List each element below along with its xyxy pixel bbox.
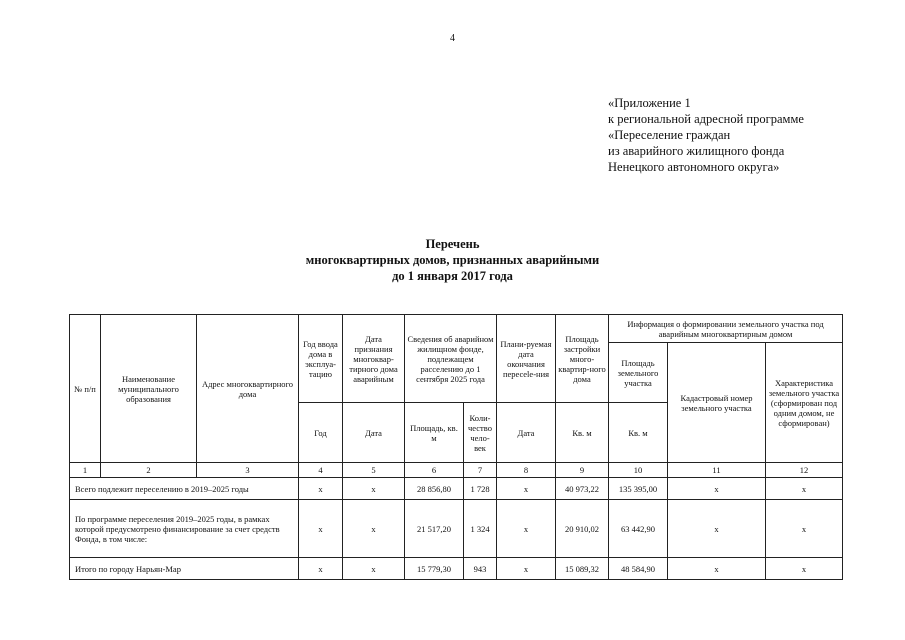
cell-area: 15 779,30 (405, 558, 464, 580)
column-number: 6 (405, 463, 464, 478)
unit-land-area: Кв. м (609, 403, 668, 463)
unit-planned-date: Дата (497, 403, 556, 463)
header-land-characteristic: Характеристика земельного участка (сформирован под одним домом, не сформирован) (766, 343, 843, 463)
unit-date: Дата (343, 403, 405, 463)
housing-table (69, 314, 843, 580)
cell-year: х (299, 558, 343, 580)
header-year-commission: Год ввода дома в эксплуа-тацию (299, 315, 343, 403)
title-line: Перечень (425, 237, 480, 251)
appendix-block (608, 95, 804, 175)
header-date-emergency: Дата признания многоквар-тирного дома аварийным (343, 315, 405, 403)
cell-planned: х (497, 478, 556, 500)
cell-people: 1 324 (464, 500, 497, 558)
cell-cadastral: х (668, 500, 766, 558)
appendix-line: «Переселение граждан (608, 128, 731, 142)
header-cadastral: Кадастровый номер земельного участка (668, 343, 766, 463)
cell-planned: х (497, 500, 556, 558)
cell-characteristic: х (766, 478, 843, 500)
row-label: Всего подлежит переселению в 2019–2025 годы (70, 478, 299, 500)
cell-date: х (343, 500, 405, 558)
column-number: 11 (668, 463, 766, 478)
header-building-area: Площадь застройки много-квартир-ного дома (556, 315, 609, 403)
row-label: По программе переселения 2019–2025 годы, в рамках которой предусмотрено финансирование за счет средств Фонда, в том числе: (70, 500, 299, 558)
column-number: 5 (343, 463, 405, 478)
cell-land-area: 48 584,90 (609, 558, 668, 580)
cell-cadastral: х (668, 558, 766, 580)
cell-characteristic: х (766, 500, 843, 558)
header-municipality: Наименование муниципального образования (101, 315, 197, 463)
cell-people: 1 728 (464, 478, 497, 500)
cell-date: х (343, 478, 405, 500)
column-number: 2 (101, 463, 197, 478)
appendix-line: «Приложение 1 (608, 96, 691, 110)
unit-year: Год (299, 403, 343, 463)
cell-people: 943 (464, 558, 497, 580)
cell-year: х (299, 478, 343, 500)
appendix-line: к региональной адресной программе (608, 112, 804, 126)
document-title (0, 236, 905, 284)
column-number: 12 (766, 463, 843, 478)
cell-building-area: 20 910,02 (556, 500, 609, 558)
cell-land-area: 63 442,90 (609, 500, 668, 558)
header-address: Адрес многоквартирного дома (197, 315, 299, 463)
cell-building-area: 15 089,32 (556, 558, 609, 580)
column-number: 7 (464, 463, 497, 478)
column-number: 3 (197, 463, 299, 478)
header-land-area: Площадь земельного участка (609, 343, 668, 403)
cell-planned: х (497, 558, 556, 580)
appendix-line: из аварийного жилищного фонда (608, 144, 785, 158)
column-number: 10 (609, 463, 668, 478)
unit-building-area: Кв. м (556, 403, 609, 463)
table-row (70, 478, 843, 500)
page-number: 4 (450, 33, 455, 44)
column-number: 8 (497, 463, 556, 478)
table-row (70, 558, 843, 580)
cell-area: 28 856,80 (405, 478, 464, 500)
header-fund-info: Сведения об аварийном жилищном фонде, подлежащем расселению до 1 сентября 2025 года (405, 315, 497, 403)
unit-people: Коли-чество чело-век (464, 403, 497, 463)
cell-land-area: 135 395,00 (609, 478, 668, 500)
header-land-info: Информация о формировании земельного участка под аварийным многоквартирным домом (609, 315, 843, 343)
cell-cadastral: х (668, 478, 766, 500)
cell-date: х (343, 558, 405, 580)
column-number: 1 (70, 463, 101, 478)
title-line: многоквартирных домов, признанных аварийными (305, 253, 600, 267)
column-number: 9 (556, 463, 609, 478)
cell-area: 21 517,20 (405, 500, 464, 558)
appendix-line: Ненецкого автономного округа» (608, 160, 780, 174)
header-planned-date: Плани-руемая дата окончания пересele-ния (497, 315, 556, 403)
title-line: до 1 января 2017 года (392, 269, 513, 283)
column-number: 4 (299, 463, 343, 478)
unit-area: Площадь, кв. м (405, 403, 464, 463)
cell-characteristic: х (766, 558, 843, 580)
cell-building-area: 40 973,22 (556, 478, 609, 500)
cell-year: х (299, 500, 343, 558)
row-label: Итого по городу Нарьян-Мар (70, 558, 299, 580)
table-row (70, 500, 843, 558)
header-num: № п/п (70, 315, 101, 463)
